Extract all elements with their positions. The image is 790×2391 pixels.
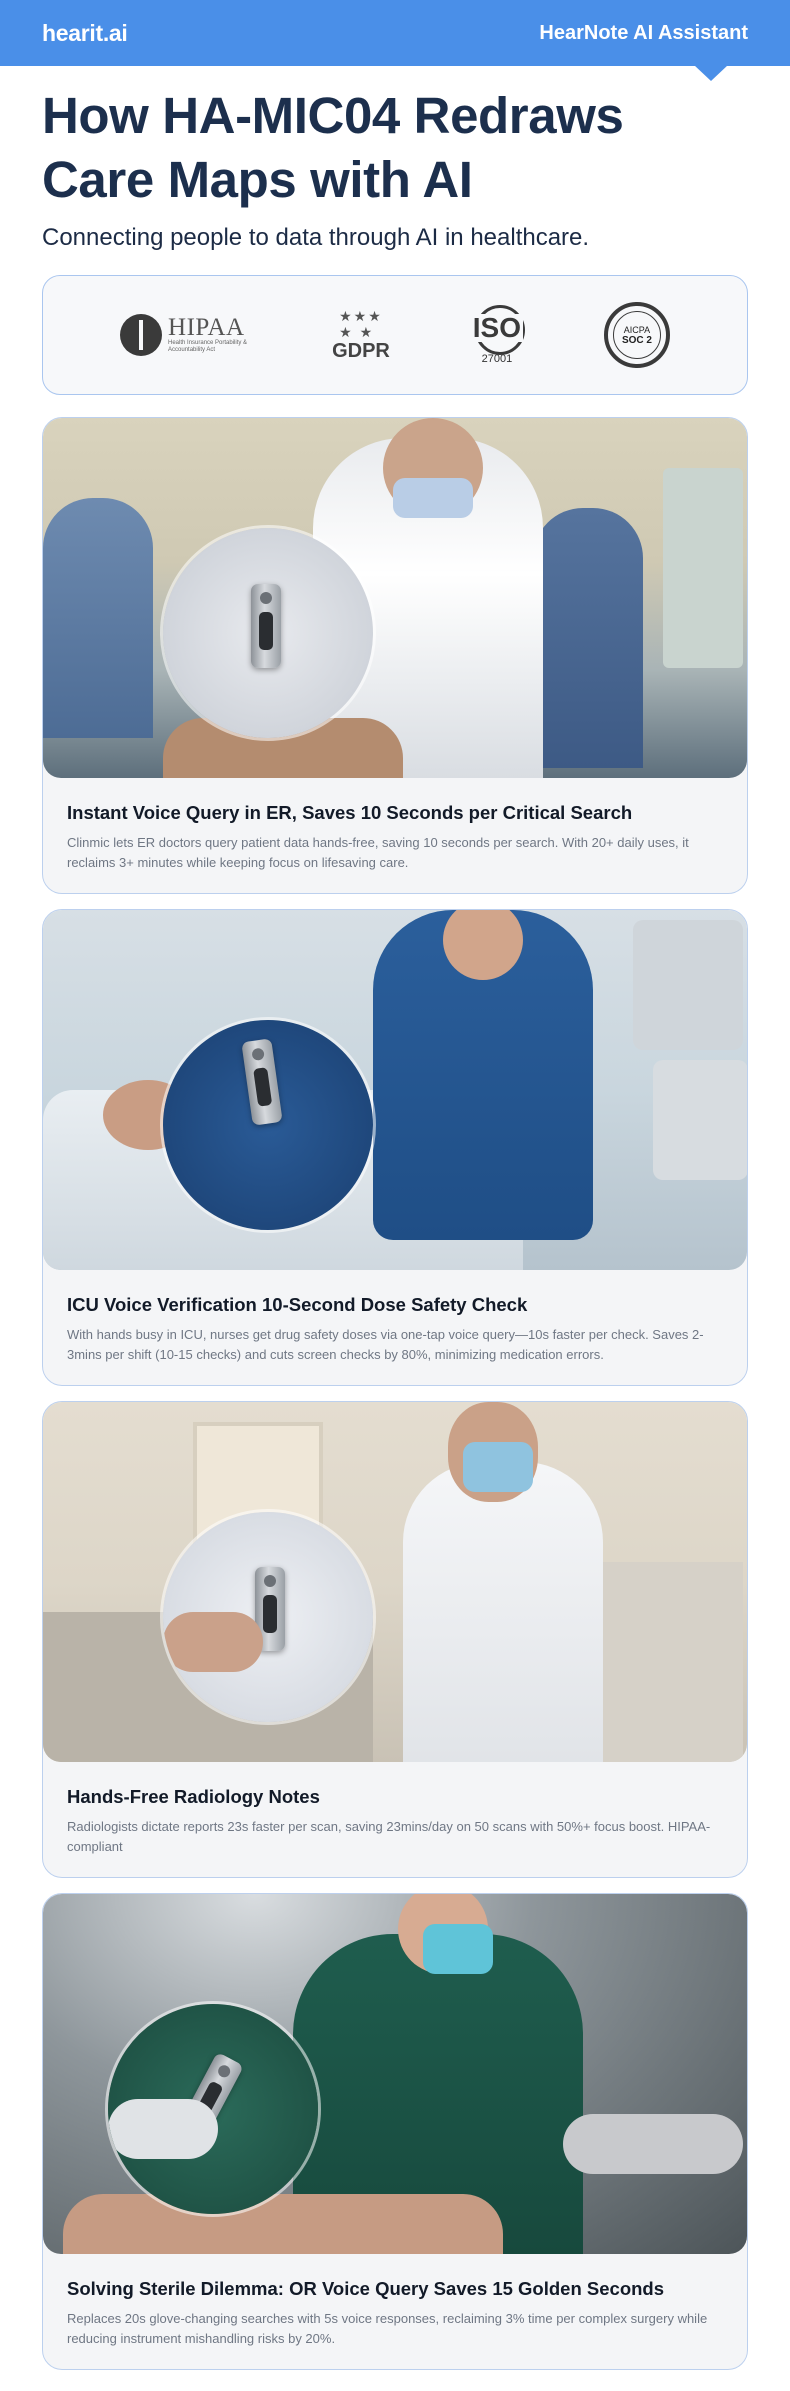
gdpr-label: GDPR (332, 339, 390, 362)
top-header (0, 0, 790, 66)
card-description: Replaces 20s glove-changing searches with 5s voice responses, reclaiming 3% time per complex surgery while reducing instrument mishandling risks by 20%. (67, 2311, 708, 2346)
card-description: Radiologists dictate reports 23s faster per scan, saving 23mins/day on 50 scans with 50%+ focus boost. HIPAA-compliant (67, 1819, 711, 1854)
eu-stars-icon: ★★★ ★ ★ (339, 307, 383, 340)
page-subtitle: Connecting people to data through AI in healthcare. (42, 224, 590, 251)
assistant-link[interactable]: HearNote AI Assistant (539, 22, 748, 44)
iso-number: 27001 (481, 353, 513, 365)
hipaa-badge (120, 314, 258, 356)
card-title: Hands-Free Radiology Notes (67, 1786, 320, 1807)
caduceus-icon (120, 314, 162, 356)
card-description: With hands busy in ICU, nurses get drug safety doses via one-tap voice query—10s faster per check. Saves 2-3mins per shift (10-15 checks) and cuts screen checks by 80%, minimizing medication errors. (67, 1327, 704, 1362)
globe-icon (464, 305, 530, 351)
hipaa-label: HIPAA (168, 314, 245, 341)
or-scene-image (43, 1894, 747, 2254)
use-case-card-radiology[interactable] (42, 1401, 748, 1878)
soc2-badge (604, 302, 670, 368)
icu-scene-image (43, 910, 747, 1270)
device-zoom-bubble (108, 2004, 318, 2214)
microphone-device-icon (241, 1038, 282, 1125)
card-title: Instant Voice Query in ER, Saves 10 Seconds per Critical Search (67, 802, 633, 823)
aicpa-label: AICPA (623, 324, 651, 335)
page-title: How HA-MIC04 Redraws Care Maps with AI (42, 87, 624, 208)
header-notch (694, 65, 728, 81)
iso-label: ISO (472, 312, 522, 343)
compliance-badges (42, 275, 748, 395)
radiology-scene-image (43, 1402, 747, 1762)
er-scene-image (43, 418, 747, 778)
device-zoom-bubble (163, 528, 373, 738)
card-title: ICU Voice Verification 10-Second Dose Safety Check (67, 1294, 528, 1315)
hero-section (0, 66, 790, 252)
card-description: Clinmic lets ER doctors query patient data hands-free, saving 10 seconds per search. With 20+ daily uses, it reclaims 3+ minutes while keeping focus on lifesaving care. (67, 835, 689, 870)
microphone-device-icon (251, 584, 281, 668)
device-zoom-bubble (163, 1512, 373, 1722)
soc2-label: SOC 2 (621, 334, 652, 346)
use-case-card-icu[interactable] (42, 909, 748, 1386)
card-title: Solving Sterile Dilemma: OR Voice Query Saves 15 Golden Seconds (67, 2278, 665, 2299)
device-zoom-bubble (163, 1020, 373, 1230)
use-case-card-or[interactable] (42, 1893, 748, 2370)
brand-logo[interactable]: hearit.ai (42, 20, 128, 46)
iso-badge (464, 305, 530, 365)
use-case-card-er[interactable] (42, 417, 748, 894)
gdpr-badge (332, 308, 390, 363)
hipaa-caption: Health Insurance Portability & Accountability Act (168, 340, 248, 353)
